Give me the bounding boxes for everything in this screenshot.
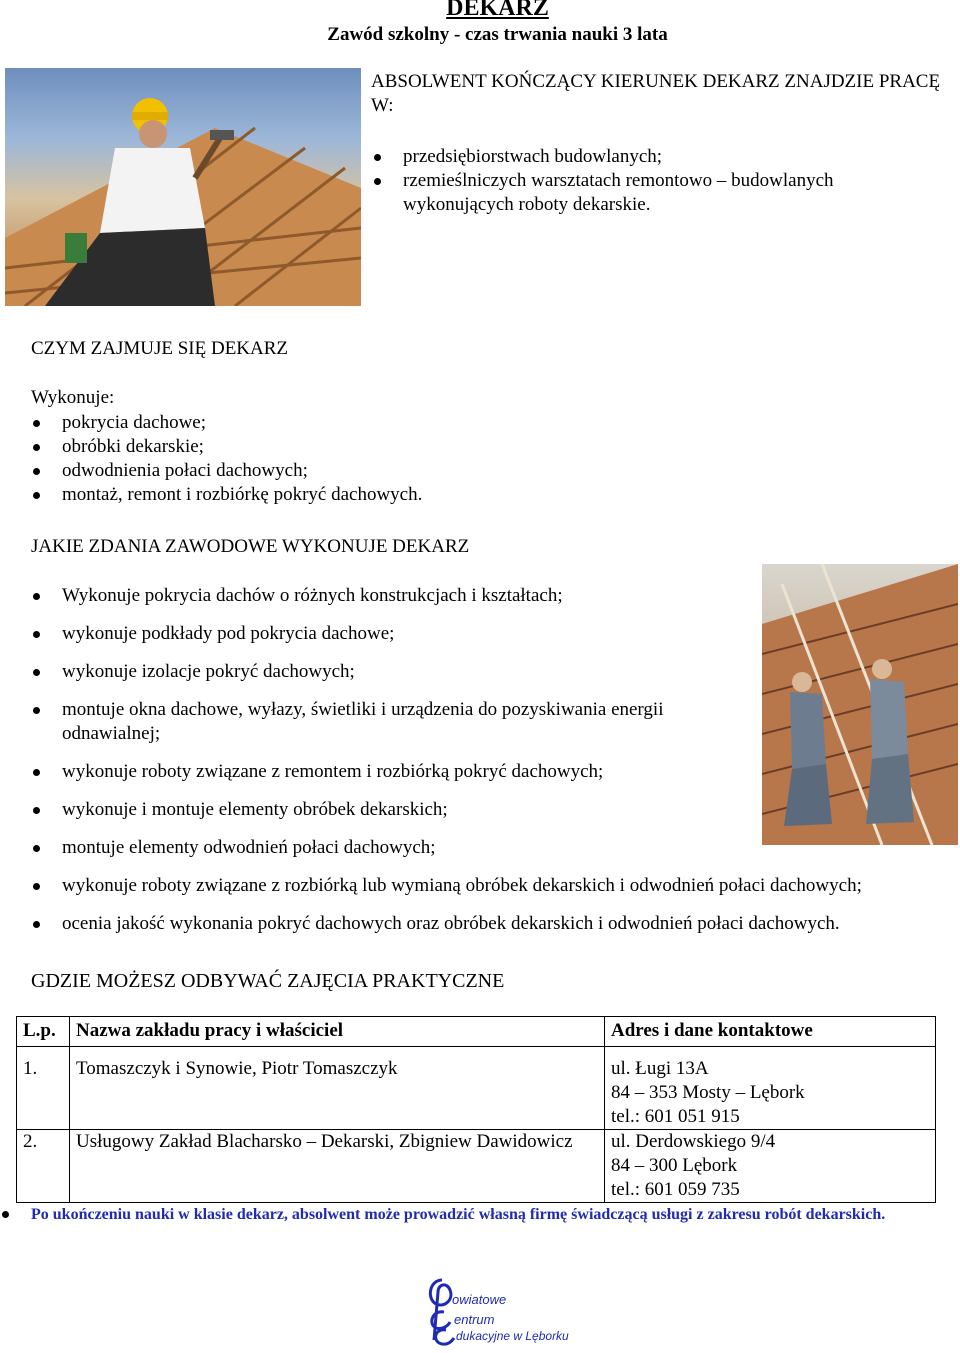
list-item: odwodnienia połaci dachowych; — [31, 459, 731, 483]
logo-line-2: entrum — [454, 1312, 495, 1327]
page-subtitle: Zawód szkolny - czas trwania nauki 3 lata — [327, 24, 668, 45]
list-item: obróbki dekarskie; — [31, 435, 731, 459]
list-item: rzemieślniczych warsztatach remontowo – budowlanych wykonujących roboty dekarskie. — [372, 169, 912, 217]
bullet-icon — [2, 1211, 9, 1218]
address-line: ul. Ługi 13A — [611, 1058, 709, 1079]
page-title: DEKARZ — [446, 0, 549, 21]
address-line: tel.: 601 059 735 — [611, 1179, 740, 1200]
list-item: wykonuje roboty związane z rozbiórką lub wymianą obróbek dekarskich i odwodnień połaci dachowych; — [31, 874, 960, 898]
list-item: wykonuje roboty związane z remontem i rozbiórką pokryć dachowych; — [31, 760, 731, 784]
column-header-address: Adres i dane kontaktowe — [605, 1017, 936, 1047]
employment-list — [372, 145, 912, 217]
address-line: 84 – 300 Lębork — [611, 1155, 738, 1176]
pce-logo — [420, 1274, 580, 1346]
table-header-row — [17, 1017, 936, 1047]
address-line: ul. Derdowskiego 9/4 — [611, 1131, 776, 1152]
employment-heading: ABSOLWENT KOŃCZĄCY KIERUNEK DEKARZ ZNAJDZIE PRACĘ W: — [371, 71, 941, 116]
practice-table — [16, 1016, 936, 1203]
cell-name: Usługowy Zakład Blacharsko – Dekarski, Zbigniew Dawidowicz — [70, 1130, 605, 1203]
address-line: 84 – 353 Mosty – Lębork — [611, 1082, 805, 1103]
cell-name: Tomaszczyk i Synowie, Piotr Tomaszczyk — [70, 1047, 605, 1130]
graduate-note-text: Po ukończeniu nauki w klasie dekarz, absolwent może prowadzić własną firmę świadczącą usługi z zakresu robót dekarskich. — [31, 1206, 886, 1223]
list-item: ocenia jakość wykonania pokryć dachowych oraz obróbek dekarskich i odwodnień połaci dachowych. — [31, 912, 960, 936]
duties-heading: CZYM ZAJMUJE SIĘ DEKARZ — [31, 338, 289, 359]
list-item: montuje elementy odwodnień połaci dachowych; — [31, 836, 731, 860]
table-row — [17, 1047, 936, 1130]
cell-lp: 1. — [17, 1047, 70, 1130]
cell-lp: 2. — [17, 1130, 70, 1203]
list-item: wykonuje podkłady pod pokrycia dachowe; — [31, 622, 731, 646]
list-item: montaż, remont i rozbiórkę pokryć dachowych. — [31, 483, 731, 507]
cell-address — [605, 1130, 936, 1203]
tasks-heading: JAKIE ZDANIA ZAWODOWE WYKONUJE DEKARZ — [31, 536, 470, 557]
list-item: wykonuje izolacje pokryć dachowych; — [31, 660, 731, 684]
tasks-list — [31, 584, 862, 950]
column-header-lp: L.p. — [17, 1017, 70, 1047]
pce-logo-mark — [420, 1274, 580, 1346]
list-item: Wykonuje pokrycia dachów o różnych konstrukcjach i kształtach; — [31, 584, 731, 608]
practice-heading: GDZIE MOŻESZ ODBYWAĆ ZAJĘCIA PRAKTYCZNE — [31, 970, 505, 992]
list-item: wykonuje i montuje elementy obróbek dekarskich; — [31, 798, 731, 822]
cell-address — [605, 1047, 936, 1130]
roofer-photo — [5, 68, 361, 306]
duties-list — [31, 411, 731, 507]
duties-lead: Wykonuje: — [31, 387, 115, 408]
logo-line-3: dukacyjne w Lęborku — [456, 1329, 569, 1343]
column-header-name: Nazwa zakładu pracy i właściciel — [70, 1017, 605, 1047]
table-row — [17, 1130, 936, 1203]
list-item: przedsiębiorstwach budowlanych; — [372, 145, 912, 169]
list-item: pokrycia dachowe; — [31, 411, 731, 435]
list-item: montuje okna dachowe, wyłazy, świetliki i urządzenia do pozyskiwania energii odnawialnej; — [31, 698, 731, 746]
graduate-note — [31, 1204, 911, 1225]
roofers-illustration — [762, 564, 958, 845]
address-line: tel.: 601 051 915 — [611, 1106, 740, 1127]
roofer-illustration — [5, 68, 361, 306]
roofers-photo — [762, 564, 958, 845]
logo-line-1: owiatowe — [452, 1292, 507, 1307]
